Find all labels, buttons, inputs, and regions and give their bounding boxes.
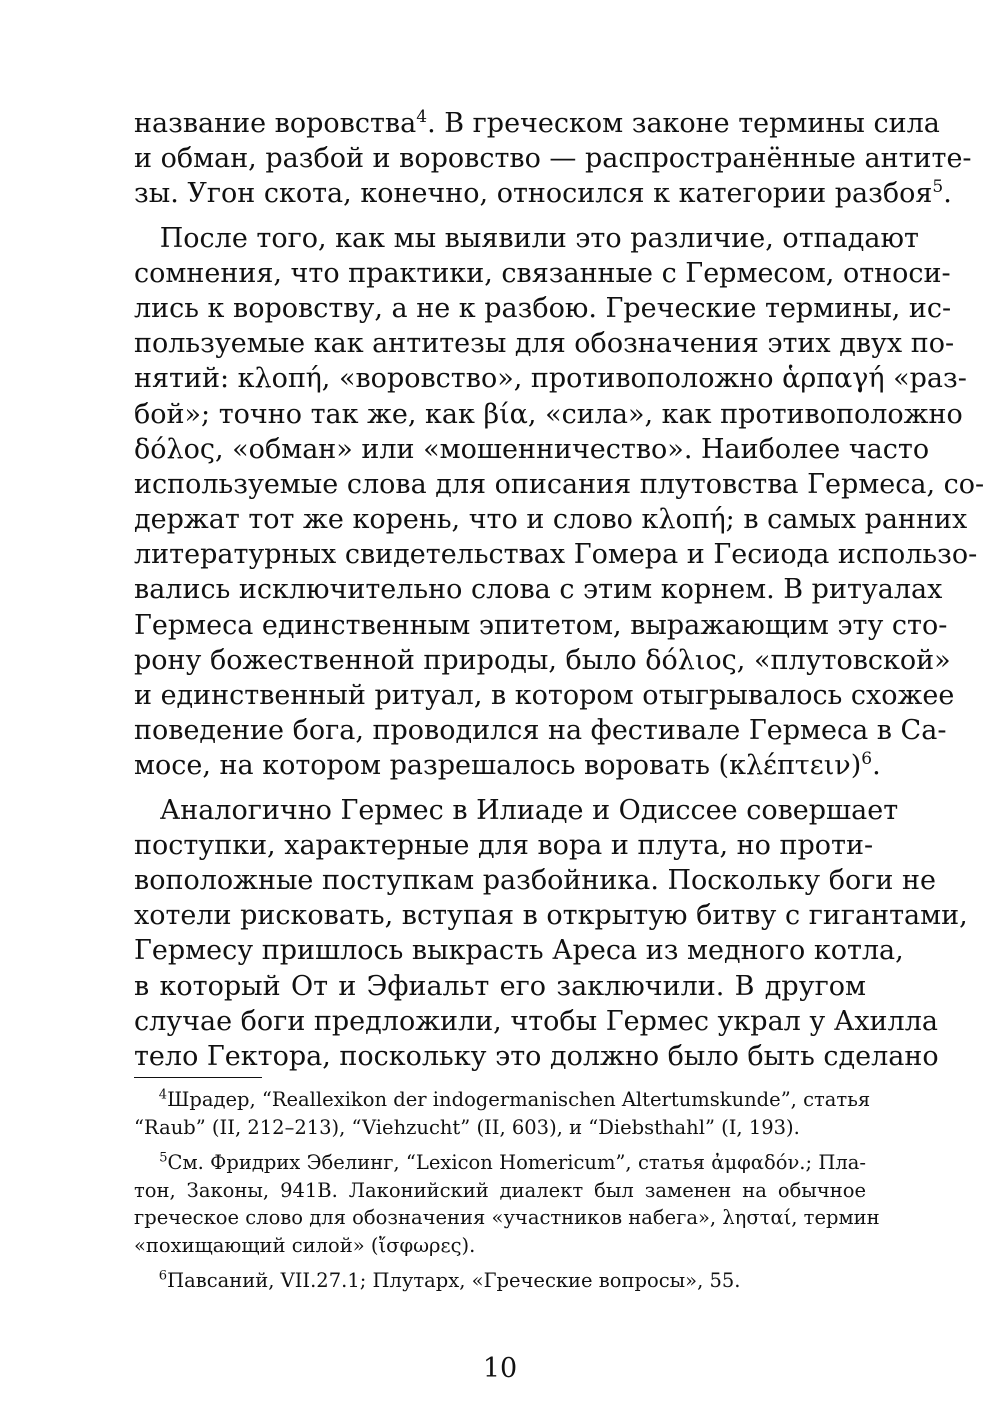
text-line (134, 256, 951, 291)
footnote-reference: 4 (416, 107, 428, 127)
text-segment: поступки, характерные для вора и плута, но проти- (134, 829, 874, 861)
footnote-text: Павсаний, VII.27.1; Плутарх, «Греческие вопросы», 55. (167, 1269, 741, 1292)
text-line (134, 572, 943, 607)
text-line (134, 361, 967, 396)
main-text (134, 106, 985, 1074)
text-segment: Гермеса единственным эпитетом, выражающим эту сто- (134, 609, 948, 641)
text-segment: . В греческом законе термины сила (427, 108, 940, 139)
footnote-4 (134, 1086, 871, 1141)
text-line (134, 748, 881, 783)
footnote-line (134, 1149, 866, 1177)
page-number: 10 (482, 1353, 518, 1384)
footnote-mark: 5 (159, 1150, 168, 1166)
text-line (134, 432, 930, 467)
text-segment: сомнения, что практики, связанные с Гермесом, относи- (134, 257, 951, 289)
text-segment: в который От и Эфиальт его заключили. В другом (134, 970, 866, 1002)
footnote-5 (134, 1149, 880, 1259)
footnote-mark: 6 (158, 1268, 168, 1284)
footnote-line (134, 1232, 866, 1260)
footnote-line (134, 1267, 866, 1295)
text-segment: случае боги предложили, чтобы Гермес украл у Ахилла (134, 1005, 938, 1037)
text-segment: название воровства (134, 108, 417, 139)
footnote-text: Шрадер, “Reallexikon der indogermanischen Altertumskunde”, статья (167, 1088, 871, 1111)
text-segment: бой»; точно так же, как βία, «сила», как противоположно (134, 398, 963, 430)
footnotes (134, 1086, 880, 1295)
text-line (134, 863, 936, 898)
text-segment: и единственный ритуал, в котором отыгрывалось схожее (134, 680, 955, 711)
text-line (134, 828, 874, 863)
text-segment: поведение бога, проводился на фестивале Гермеса в Са- (134, 715, 947, 747)
text-segment: пользуемые как антитезы для обозначения этих двух по- (134, 328, 955, 360)
text-segment: нятий: κλοπή, «воровство», противоположно ἁρπαγή «раз- (134, 363, 967, 395)
footnote-text: См. Фридрих Эбелинг, “Lexicon Homericum”, статья ἀμφαδόν.; Пла- (167, 1151, 866, 1174)
text-segment: Гермесу пришлось выкрасть Ареса из медного котла, (134, 935, 904, 967)
text-segment: δόλος, «обман» или «мошенничество». Наиболее часто (134, 433, 930, 465)
footnote-line (134, 1177, 866, 1205)
text-segment: лись к воровству, а не к разбою. Греческие термины, ис- (134, 292, 952, 324)
footnote-line (134, 1204, 880, 1232)
paragraph (134, 793, 968, 1075)
text-line (134, 537, 978, 572)
text-line (134, 221, 919, 256)
footnote-line (134, 1114, 866, 1142)
text-line (134, 608, 948, 643)
footnote-text: греческое слово для обозначения «участников набега», λησταί, термин (134, 1206, 880, 1229)
text-line (134, 898, 968, 933)
text-segment: используемые слова для описания плутовства Гермеса, со- (134, 468, 985, 500)
footnote-text: “Raub” (II, 212–213), “Viehzucht” (II, 603), и “Diebsthahl” (I, 193). (134, 1115, 800, 1139)
text-line (134, 176, 952, 211)
footnote-6 (134, 1267, 866, 1295)
text-segment: мосе, на котором разрешалось воровать (κλέπτειν) (134, 750, 862, 782)
paragraph (134, 106, 972, 212)
footnote-line (134, 1086, 871, 1114)
footnote-reference: 6 (861, 749, 873, 770)
text-line (134, 291, 952, 326)
text-line (134, 969, 866, 1004)
text-line (134, 678, 955, 713)
text-line (134, 502, 968, 537)
text-line (134, 106, 940, 141)
text-line (134, 141, 972, 176)
text-segment: тело Гектора, поскольку это должно было быть сделано (134, 1040, 939, 1072)
text-segment: зы. Угон скота, конечно, относился к категории разбоя (134, 178, 933, 210)
text-segment: После того, как мы выявили это различие, отпадают (134, 222, 919, 254)
text-segment: и обман, разбой и воровство — распространённые антите- (134, 143, 972, 175)
text-line (134, 643, 951, 678)
text-segment: рону божественной природы, было δόλιος, «плутовской» (134, 644, 951, 676)
text-segment: хотели рисковать, вступая в открытую битву с гигантами, (134, 900, 968, 932)
text-line (134, 713, 947, 748)
text-segment: . (872, 750, 881, 782)
text-line (134, 326, 955, 361)
footnote-separator (134, 1077, 262, 1078)
footnote-mark: 4 (158, 1087, 168, 1103)
text-segment: литературных свидетельствах Гомера и Гесиода использо- (134, 539, 978, 571)
text-segment: Аналогично Гермес в Илиаде и Одиссее совершает (134, 794, 899, 826)
text-line (134, 397, 963, 432)
text-line (134, 1039, 939, 1074)
text-line (134, 467, 985, 502)
text-line (134, 933, 904, 968)
text-segment: воположные поступкам разбойника. Поскольку боги не (134, 864, 936, 896)
paragraph (134, 221, 985, 784)
text-line (134, 793, 899, 828)
text-segment: держат тот же корень, что и слово κλοπή; в самых ранних (134, 504, 968, 536)
text-segment: . (943, 178, 952, 210)
footnote-text: «похищающий силой» (ἴσφωρες). (134, 1233, 476, 1257)
footnote-reference: 5 (932, 177, 944, 198)
text-segment: вались исключительно слова с этим корнем. В ритуалах (134, 574, 943, 606)
footnote-text: тон, Законы, 941B. Лаконийский диалект был заменен на обычное (134, 1178, 866, 1202)
text-line (134, 1004, 938, 1039)
